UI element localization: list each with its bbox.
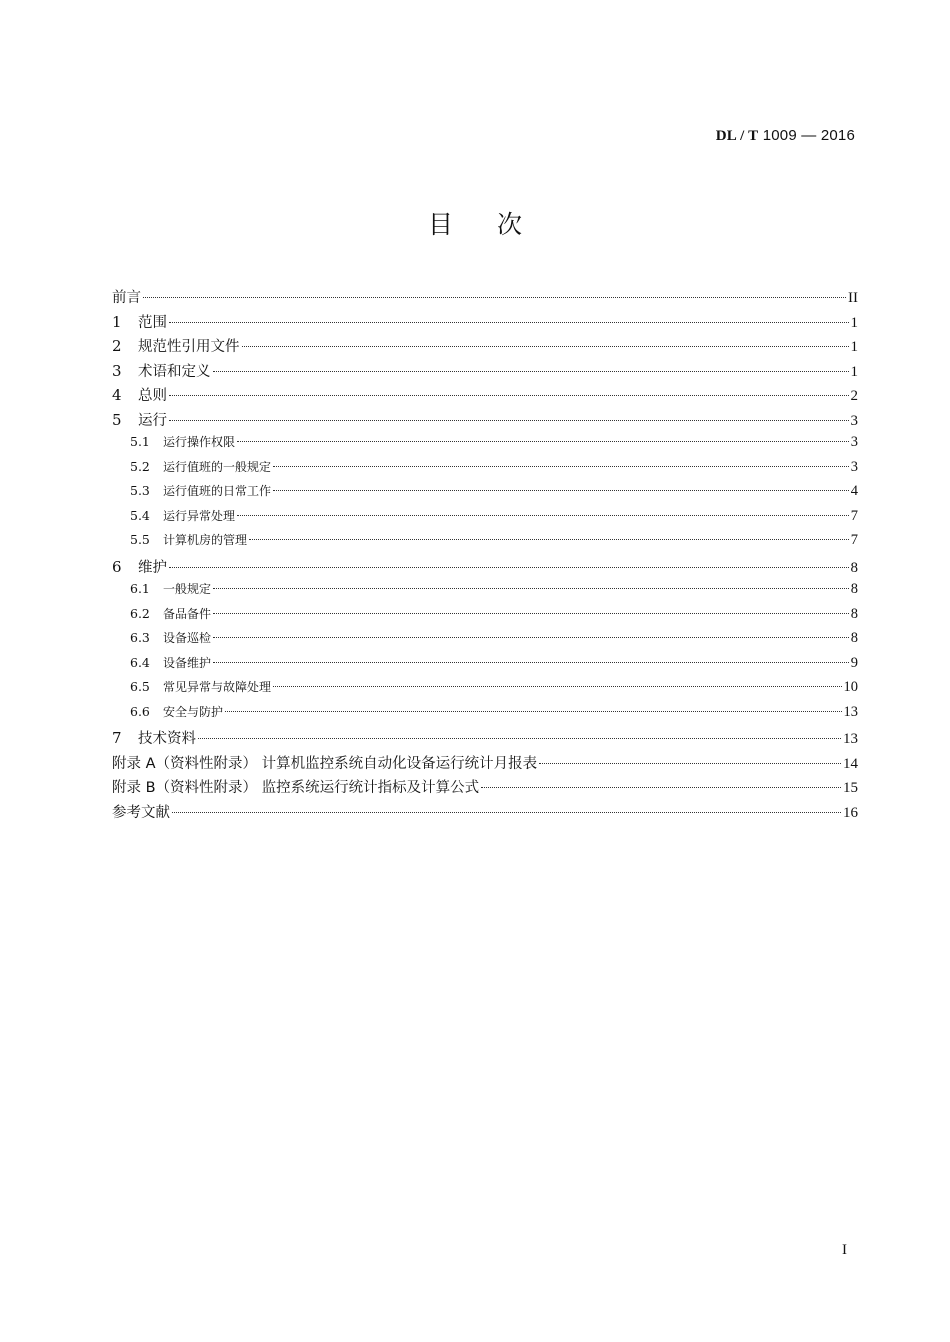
toc-leader-dots: [213, 636, 849, 638]
toc-entry-page: 7: [850, 532, 858, 548]
toc-entry[interactable]: [112, 678, 858, 703]
toc-entry-number: 5.1: [130, 434, 150, 449]
toc-entry-number: 6: [112, 557, 122, 576]
toc-entry[interactable]: [112, 311, 858, 336]
toc-entry-label: 一般规定: [163, 582, 212, 596]
toc-entry[interactable]: [112, 458, 858, 483]
toc-entry[interactable]: [112, 556, 858, 581]
toc-entry[interactable]: [112, 654, 858, 679]
toc-leader-dots: [213, 661, 849, 663]
toc-entry[interactable]: [112, 360, 858, 385]
toc-entry-page: 2: [850, 388, 858, 404]
toc-entry[interactable]: [112, 286, 858, 311]
toc-entry-label: 运行异常处理: [163, 508, 236, 523]
toc-entry-page: 8: [850, 605, 858, 622]
toc-leader-dots: [539, 762, 841, 764]
toc-entry-label: 术语和定义: [138, 363, 211, 380]
toc-entry-page: 1: [850, 363, 858, 380]
toc-leader-dots: [143, 296, 846, 298]
toc-entry-label: 技术资料: [138, 731, 196, 747]
toc-entry-page: 15: [843, 780, 858, 796]
toc-entry-label: 计算机房的管理: [163, 533, 248, 547]
toc-entry-page: 3: [850, 434, 858, 450]
toc-leader-dots: [169, 419, 849, 421]
toc-leader-dots: [225, 710, 841, 712]
toc-leader-dots: [213, 587, 849, 589]
toc-leader-dots: [169, 321, 849, 323]
toc-entry-page: 4: [850, 483, 858, 499]
toc-entry[interactable]: [112, 433, 858, 458]
toc-entry-page: 3: [850, 458, 858, 475]
toc-entry-number: 1: [112, 312, 122, 331]
toc-leader-dots: [249, 538, 849, 540]
toc-entry-page: 9: [850, 654, 858, 671]
toc-entry-page: 8: [850, 559, 858, 576]
toc-entry-label: 运行值班的一般规定: [163, 459, 272, 474]
toc-entry[interactable]: [112, 703, 858, 728]
toc-entry[interactable]: [112, 727, 858, 752]
toc-entry-number: 5.2: [130, 458, 150, 474]
toc-entry[interactable]: [112, 801, 858, 826]
toc-leader-dots: [273, 685, 841, 687]
toc-entry-number: 6.3: [130, 630, 150, 645]
toc-leader-dots: [169, 394, 849, 396]
standard-code-prefix: DL / T: [715, 128, 759, 144]
toc-entry-number: 5.5: [130, 532, 150, 547]
toc-entry-number: 7: [112, 729, 122, 747]
toc-entry-label: 维护: [138, 559, 167, 576]
toc-entry[interactable]: [112, 384, 858, 409]
table-of-contents: [112, 286, 858, 825]
toc-leader-dots: [273, 489, 849, 491]
toc-entry-label: 备品备件: [163, 606, 212, 621]
toc-leader-dots: [172, 811, 841, 813]
toc-leader-dots: [213, 612, 849, 614]
toc-entry-page: 1: [850, 339, 858, 355]
toc-entry-number: 5.4: [130, 507, 150, 523]
toc-entry-page: 13: [843, 703, 858, 720]
toc-entry[interactable]: [112, 482, 858, 507]
toc-entry-number: 3: [112, 361, 122, 380]
toc-entry-number: 5.3: [130, 483, 150, 498]
toc-entry-label: 常见异常与故障处理: [163, 680, 272, 694]
toc-entry-page: 16: [843, 804, 858, 821]
toc-leader-dots: [242, 345, 849, 347]
toc-entry[interactable]: [112, 409, 858, 434]
toc-leader-dots: [273, 465, 849, 467]
toc-entry-page: II: [848, 290, 858, 306]
toc-entry-page: 8: [850, 581, 858, 597]
standard-code: [716, 127, 855, 145]
toc-entry[interactable]: [112, 776, 858, 801]
toc-entry-label: 安全与防护: [163, 704, 224, 719]
toc-entry[interactable]: [112, 629, 858, 654]
toc-entry-number: 6.6: [130, 703, 150, 719]
toc-entry-label: 总则: [138, 388, 167, 404]
toc-entry-number: 6.2: [130, 605, 150, 621]
standard-code-number: 1009 — 2016: [762, 127, 855, 144]
toc-entry-label: 运行操作权限: [163, 435, 236, 449]
toc-entry-number: 2: [112, 337, 122, 355]
footer-page-number: I: [842, 1242, 847, 1258]
toc-leader-dots: [237, 514, 849, 516]
toc-entry-number: 4: [112, 386, 122, 404]
toc-entry[interactable]: [112, 752, 858, 777]
toc-entry-label: 规范性引用文件: [138, 339, 240, 355]
toc-leader-dots: [213, 370, 849, 372]
toc-entry-page: 3: [850, 412, 858, 429]
toc-entry-label: 设备巡检: [163, 631, 212, 645]
toc-entry-page: 7: [850, 507, 858, 524]
toc-leader-dots: [169, 566, 849, 568]
toc-entry[interactable]: [112, 580, 858, 605]
toc-entry-label: 运行值班的日常工作: [163, 484, 272, 498]
toc-entry[interactable]: [112, 605, 858, 630]
toc-entry-page: 10: [843, 679, 858, 695]
toc-leader-dots: [237, 440, 849, 442]
toc-entry-label: 范围: [138, 314, 167, 331]
toc-entry-label: 设备维护: [163, 655, 212, 670]
toc-entry-number: 6.1: [130, 581, 150, 596]
toc-entry[interactable]: [112, 335, 858, 360]
toc-entry-label: 参考文献: [112, 804, 170, 821]
toc-title: 目次: [427, 210, 566, 239]
toc-entry-number: 5: [112, 410, 122, 429]
toc-entry-page: 1: [850, 314, 858, 331]
toc-entry[interactable]: [112, 507, 858, 532]
toc-entry-number: 6.4: [130, 654, 150, 670]
toc-entry-label: 附录 B（资料性附录） 监控系统运行统计指标及计算公式: [112, 780, 480, 796]
toc-leader-dots: [481, 786, 841, 788]
toc-entry-page: 8: [850, 630, 858, 646]
toc-entry-label: 附录 A（资料性附录） 计算机监控系统自动化设备运行统计月报表: [112, 755, 538, 772]
toc-entry-label: 运行: [138, 412, 167, 429]
toc-leader-dots: [198, 737, 841, 739]
toc-entry-page: 13: [843, 731, 858, 747]
toc-entry-page: 14: [843, 755, 858, 772]
toc-entry-number: 6.5: [130, 679, 150, 694]
toc-entry-label: 前言: [112, 290, 141, 306]
toc-entry[interactable]: [112, 531, 858, 556]
